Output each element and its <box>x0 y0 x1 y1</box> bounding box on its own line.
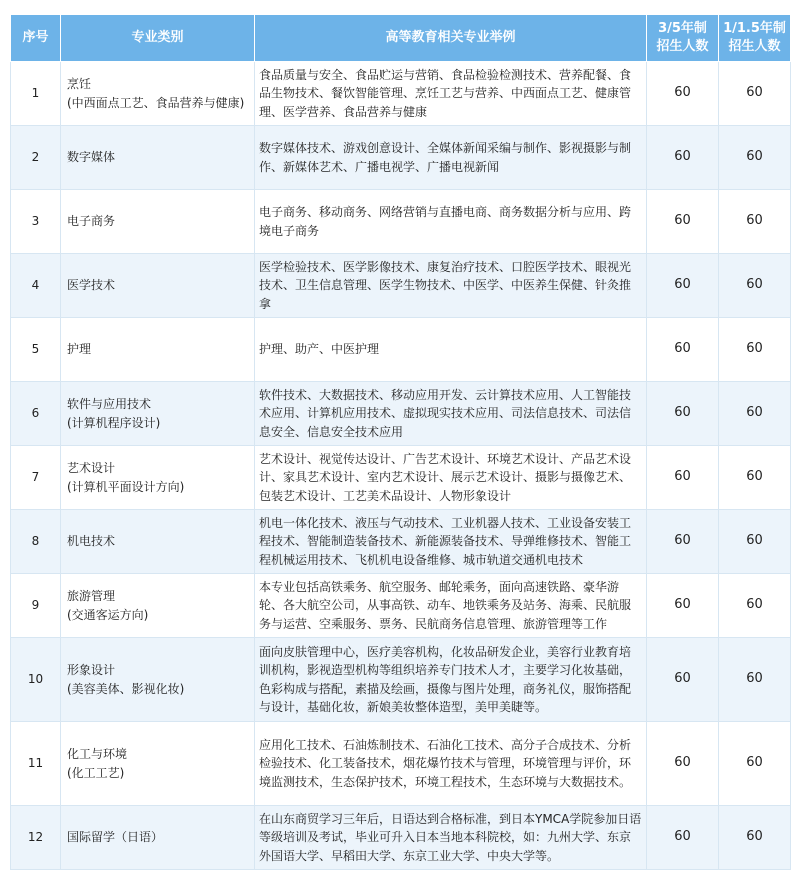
row-examples: 数字媒体技术、游戏创意设计、全媒体新闻采编与制作、影视摄影与制作、新媒体艺术、广播电视学、广播电视新闻 <box>255 126 647 190</box>
category-subtitle: (计算机平面设计方向) <box>67 479 185 494</box>
row-number: 11 <box>11 722 61 806</box>
header-plan-115-line1: 1/1.5年制 <box>723 21 786 36</box>
category-subtitle: (交通客运方向) <box>67 607 149 622</box>
row-category <box>61 638 255 722</box>
row-count-115: 60 <box>719 510 791 574</box>
row-count-115: 60 <box>719 722 791 806</box>
row-number: 9 <box>11 574 61 638</box>
row-examples: 应用化工技术、石油炼制技术、石油化工技术、高分子合成技术、分析检验技术、化工装备技术，烟花爆竹技术与管理，环境管理与评价，环境监测技术，生态保护技术，环境工程技术，生态环境与大数据技术。 <box>255 722 647 806</box>
row-count-115: 60 <box>719 254 791 318</box>
row-category <box>61 254 255 318</box>
row-category <box>61 510 255 574</box>
row-count-35: 60 <box>647 382 719 446</box>
header-plan-35-line2: 招生人数 <box>656 39 709 54</box>
row-number: 3 <box>11 190 61 254</box>
row-number: 2 <box>11 126 61 190</box>
row-category <box>61 318 255 382</box>
row-examples: 电子商务、移动商务、网络营销与直播电商、商务数据分析与应用、跨境电子商务 <box>255 190 647 254</box>
row-count-115: 60 <box>719 382 791 446</box>
category-name: 化工与环境 <box>67 747 128 761</box>
row-count-35: 60 <box>647 574 719 638</box>
table-row <box>11 722 791 806</box>
table-row <box>11 806 791 870</box>
header-plan-115 <box>719 15 791 62</box>
row-number: 4 <box>11 254 61 318</box>
row-category <box>61 382 255 446</box>
row-count-35: 60 <box>647 510 719 574</box>
row-examples: 食品质量与安全、食品贮运与营销、食品检验检测技术、营养配餐、食品生物技术、餐饮智能管理、烹饪工艺与营养、中西面点工艺、健康管理、医学营养、食品营养与健康 <box>255 62 647 126</box>
category-subtitle: (化工工艺) <box>67 765 125 780</box>
table-header-row <box>11 15 791 62</box>
row-count-35: 60 <box>647 190 719 254</box>
category-name: 数字媒体 <box>67 150 116 165</box>
row-number: 5 <box>11 318 61 382</box>
row-category <box>61 62 255 126</box>
row-number: 6 <box>11 382 61 446</box>
header-no: 序号 <box>11 15 61 62</box>
row-count-115: 60 <box>719 574 791 638</box>
category-name: 形象设计 <box>67 663 116 677</box>
row-category <box>61 574 255 638</box>
row-examples: 在山东商贸学习三年后，日语达到合格标准，到日本YMCA学院参加日语等级培训及考试，毕业可升入日本当地本科院校，如：九州大学、东京外国语大学、早稻田大学、东京工业大学、中央大学等。 <box>255 806 647 870</box>
row-count-115: 60 <box>719 806 791 870</box>
category-name: 软件与应用技术 <box>67 397 152 411</box>
row-examples: 软件技术、大数据技术、移动应用开发、云计算技术应用、人工智能技术应用、计算机应用技术、虚拟现实技术应用、司法信息技术、司法信息安全、信息安全技术应用 <box>255 382 647 446</box>
row-count-35: 60 <box>647 806 719 870</box>
category-name: 国际留学（日语） <box>67 830 164 845</box>
category-name: 艺术设计 <box>67 461 116 475</box>
row-count-115: 60 <box>719 446 791 510</box>
row-count-35: 60 <box>647 318 719 382</box>
category-name: 医学技术 <box>67 278 116 293</box>
row-count-115: 60 <box>719 126 791 190</box>
table-row <box>11 382 791 446</box>
category-subtitle: (美容美体、影视化妆) <box>67 681 185 696</box>
table-row <box>11 318 791 382</box>
category-subtitle: (计算机程序设计) <box>67 415 161 430</box>
header-category: 专业类别 <box>61 15 255 62</box>
row-number: 8 <box>11 510 61 574</box>
category-name: 旅游管理 <box>67 589 116 603</box>
row-category <box>61 126 255 190</box>
category-subtitle: (中西面点工艺、食品营养与健康) <box>67 95 245 110</box>
row-category <box>61 722 255 806</box>
table-row <box>11 190 791 254</box>
row-count-35: 60 <box>647 638 719 722</box>
row-number: 7 <box>11 446 61 510</box>
category-name: 电子商务 <box>67 214 116 229</box>
header-plan-35 <box>647 15 719 62</box>
row-count-35: 60 <box>647 446 719 510</box>
table-row <box>11 62 791 126</box>
header-examples: 高等教育相关专业举例 <box>255 15 647 62</box>
row-category <box>61 446 255 510</box>
row-number: 1 <box>11 62 61 126</box>
enrollment-table <box>10 14 791 870</box>
row-count-35: 60 <box>647 254 719 318</box>
row-count-35: 60 <box>647 62 719 126</box>
row-count-115: 60 <box>719 638 791 722</box>
enrollment-table-container <box>10 14 790 870</box>
row-count-35: 60 <box>647 722 719 806</box>
row-category <box>61 806 255 870</box>
row-examples: 护理、助产、中医护理 <box>255 318 647 382</box>
row-number: 10 <box>11 638 61 722</box>
table-row <box>11 126 791 190</box>
row-count-115: 60 <box>719 318 791 382</box>
row-examples: 艺术设计、视觉传达设计、广告艺术设计、环境艺术设计、产品艺术设计、家具艺术设计、室内艺术设计、展示艺术设计、摄影与摄像艺术、包装艺术设计、工艺美术品设计、人物形象设计 <box>255 446 647 510</box>
category-name: 烹饪 <box>67 77 92 91</box>
table-row <box>11 510 791 574</box>
table-row <box>11 574 791 638</box>
row-number: 12 <box>11 806 61 870</box>
row-examples: 面向皮肤管理中心，医疗美容机构，化妆品研发企业，美容行业教育培训机构，影视造型机构等组织培养专门技术人才，主要学习化妆基础，色彩构成与搭配，素描及绘画，摄像与图片处理，商务礼仪，服饰搭配与设计，基础化妆，新娘美妆整体造型，美甲美睫等。 <box>255 638 647 722</box>
header-plan-115-line2: 招生人数 <box>728 39 781 54</box>
header-plan-35-line1: 3/5年制 <box>658 21 707 36</box>
table-row <box>11 638 791 722</box>
table-row <box>11 446 791 510</box>
row-category <box>61 190 255 254</box>
category-name: 护理 <box>67 342 92 357</box>
table-row <box>11 254 791 318</box>
row-examples: 机电一体化技术、液压与气动技术、工业机器人技术、工业设备安装工程技术、智能制造装备技术、新能源装备技术、导弹维修技术、智能工程机械运用技术、飞机机电设备维修、城市轨道交通机电技术 <box>255 510 647 574</box>
row-count-115: 60 <box>719 62 791 126</box>
category-name: 机电技术 <box>67 534 116 549</box>
row-examples: 本专业包括高铁乘务、航空服务、邮轮乘务，面向高速铁路、豪华游轮、各大航空公司，从事高铁、动车、地铁乘务及站务、海乘、民航服务与运营、空乘服务、票务、民航商务信息管理、旅游管理等工作 <box>255 574 647 638</box>
row-examples: 医学检验技术、医学影像技术、康复治疗技术、口腔医学技术、眼视光技术、卫生信息管理、医学生物技术、中医学、中医养生保健、针灸推拿 <box>255 254 647 318</box>
row-count-35: 60 <box>647 126 719 190</box>
row-count-115: 60 <box>719 190 791 254</box>
